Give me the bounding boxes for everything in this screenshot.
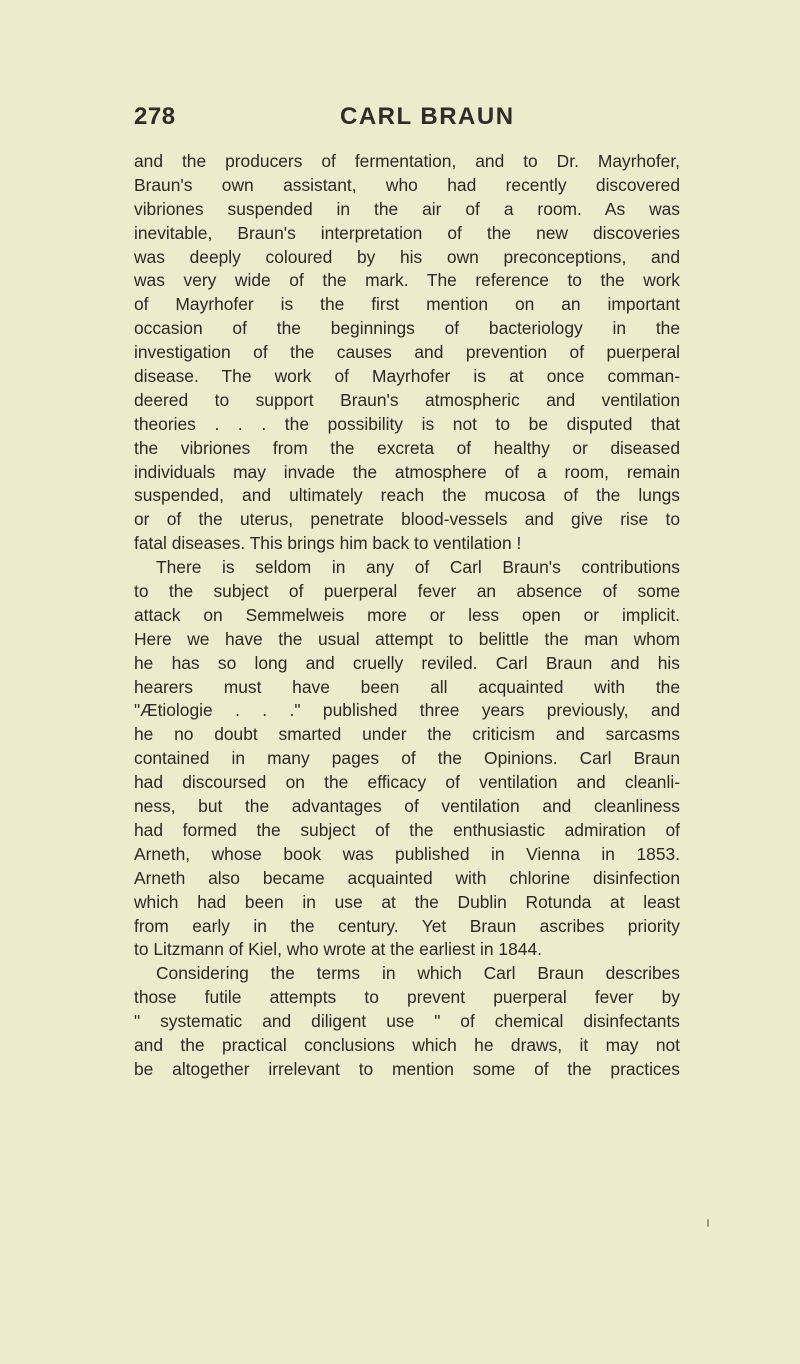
text-line: and the producers of fermentation, and to Dr. Mayrhofer,	[134, 151, 680, 171]
text-line: be altogether irrelevant to mention some of the practices	[134, 1058, 680, 1079]
text-line: he has so long and cruelly reviled. Carl Braun and his	[134, 652, 680, 673]
running-title: CARL BRAUN	[340, 103, 515, 130]
paragraph-first-line: Considering the terms in which Carl Braun describes	[156, 963, 680, 984]
text-line: vibriones suspended in the air of a room. As was	[134, 198, 680, 219]
text-line: investigation of the causes and prevention of puerperal	[134, 342, 680, 363]
paragraph-first-line: There is seldom in any of Carl Braun's contributions	[156, 557, 680, 578]
text-line: Braun's own assistant, who had recently discovered	[134, 174, 680, 195]
text-line: from early in the century. Yet Braun ascribes priority	[134, 915, 680, 936]
text-line: disease. The work of Mayrhofer is at once comman-	[134, 366, 680, 387]
text-line: "Ætiologie . . ." published three years previously, and	[134, 700, 680, 721]
text-line: had discoursed on the efficacy of ventilation and cleanli-	[134, 772, 680, 793]
text-line: attack on Semmelweis more or less open or implicit.	[134, 604, 680, 625]
text-line: to the subject of puerperal fever an absence of some	[134, 581, 680, 602]
text-line: inevitable, Braun's interpretation of the new discoveries	[134, 222, 680, 243]
text-line: Arneth also became acquainted with chlorine disinfection	[134, 867, 680, 888]
text-line: or of the uterus, penetrate blood-vessels and give rise to	[134, 509, 680, 530]
text-line: occasion of the beginnings of bacteriology in the	[134, 318, 680, 339]
running-head	[134, 103, 674, 143]
text-line: suspended, and ultimately reach the mucosa of the lungs	[134, 485, 680, 506]
paper-speck	[707, 1219, 709, 1227]
text-line: to Litzmann of Kiel, who wrote at the earliest in 1844.	[134, 939, 542, 960]
text-line: ness, but the advantages of ventilation and cleanliness	[134, 796, 680, 817]
text-line: and the practical conclusions which he draws, it may not	[134, 1034, 680, 1055]
text-line: theories . . . the possibility is not to be disputed that	[134, 413, 680, 434]
body-text	[134, 150, 680, 1082]
text-line: was deeply coloured by his own preconceptions, and	[134, 246, 680, 267]
text-line: Arneth, whose book was published in Vienna in 1853.	[134, 843, 680, 864]
text-line: " systematic and diligent use " of chemical disinfectants	[134, 1011, 680, 1032]
text-line: he no doubt smarted under the criticism and sarcasms	[134, 724, 680, 745]
text-line: which had been in use at the Dublin Rotunda at least	[134, 891, 680, 912]
text-line: hearers must have been all acquainted with the	[134, 676, 680, 697]
text-line: individuals may invade the atmosphere of a room, remain	[134, 461, 680, 482]
text-line: those futile attempts to prevent puerperal fever by	[134, 987, 680, 1008]
text-line: the vibriones from the excreta of healthy or diseased	[134, 437, 680, 458]
text-line: of Mayrhofer is the first mention on an important	[134, 294, 680, 315]
text-line: had formed the subject of the enthusiastic admiration of	[134, 819, 680, 840]
text-line: fatal diseases. This brings him back to ventilation !	[134, 533, 522, 554]
page-number: 278	[134, 103, 176, 130]
text-line: contained in many pages of the Opinions. Carl Braun	[134, 748, 680, 769]
text-line: was very wide of the mark. The reference to the work	[134, 270, 680, 291]
text-line: Here we have the usual attempt to belittle the man whom	[134, 628, 680, 649]
text-line: deered to support Braun's atmospheric and ventilation	[134, 389, 680, 410]
